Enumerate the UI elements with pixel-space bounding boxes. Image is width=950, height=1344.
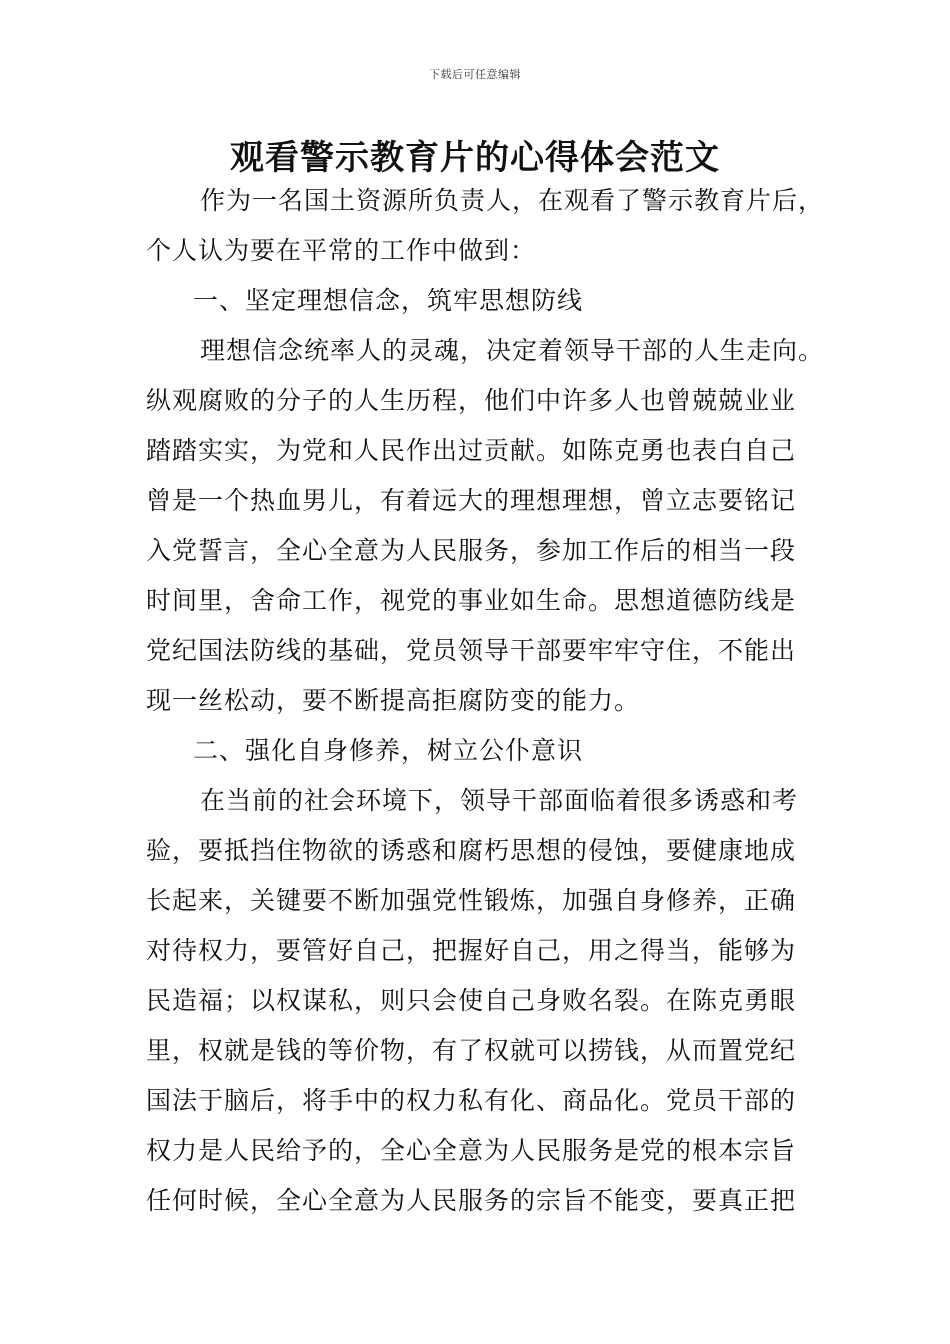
section-heading-2: 二、强化自身修养，树立公仆意识 (193, 736, 584, 765)
paragraph-line: 曾是一个热血男儿，有着远大的理想理想，曾立志要铭记 (146, 486, 797, 515)
paragraph-line: 个人认为要在平常的工作中做到： (146, 236, 537, 265)
paragraph-line: 在当前的社会环境下，领导干部面临着很多诱惑和考 (200, 786, 799, 815)
paragraph-line: 对待权力，要管好自己，把握好自己，用之得当，能够为 (146, 936, 797, 965)
paragraph-line: 里，权就是钱的等价物，有了权就可以捞钱，从而置党纪 (146, 1036, 797, 1065)
paragraph-line: 任何时候，全心全意为人民服务的宗旨不能变，要真正把 (146, 1186, 797, 1215)
paragraph-line: 权力是人民给予的，全心全意为人民服务是党的根本宗旨 (146, 1136, 797, 1165)
paragraph-line: 入党誓言，全心全意为人民服务，参加工作后的相当一段 (146, 536, 797, 565)
section-heading-1: 一、坚定理想信念，筑牢思想防线 (193, 286, 584, 315)
page-header-note: 下载后可任意编辑 (429, 68, 521, 81)
paragraph-line: 作为一名国土资源所负责人，在观看了警示教育片后， (200, 186, 825, 215)
paragraph-line: 时间里，舍命工作，视党的事业如生命。思想道德防线是 (146, 586, 797, 615)
paragraph-line: 现一丝松动，要不断提高拒腐防变的能力。 (146, 686, 641, 715)
paragraph-line: 国法于脑后，将手中的权力私有化、商品化。党员干部的 (146, 1086, 797, 1115)
paragraph-line: 党纪国法防线的基础，党员领导干部要牢牢守住，不能出 (146, 636, 797, 665)
paragraph-line: 验，要抵挡住物欲的诱惑和腐朽思想的侵蚀，要健康地成 (146, 836, 797, 865)
document-title: 观看警示教育片的心得体会范文 (230, 138, 720, 178)
paragraph-line: 踏踏实实，为党和人民作出过贡献。如陈克勇也表白自己 (146, 436, 797, 465)
paragraph-line: 理想信念统率人的灵魂，决定着领导干部的人生走向。 (200, 336, 825, 365)
paragraph-line: 民造福；以权谋私，则只会使自己身败名裂。在陈克勇眼 (146, 986, 797, 1015)
paragraph-line: 纵观腐败的分子的人生历程，他们中许多人也曾兢兢业业 (146, 386, 797, 415)
paragraph-line: 长起来，关键要不断加强党性锻炼，加强自身修养，正确 (146, 886, 797, 915)
